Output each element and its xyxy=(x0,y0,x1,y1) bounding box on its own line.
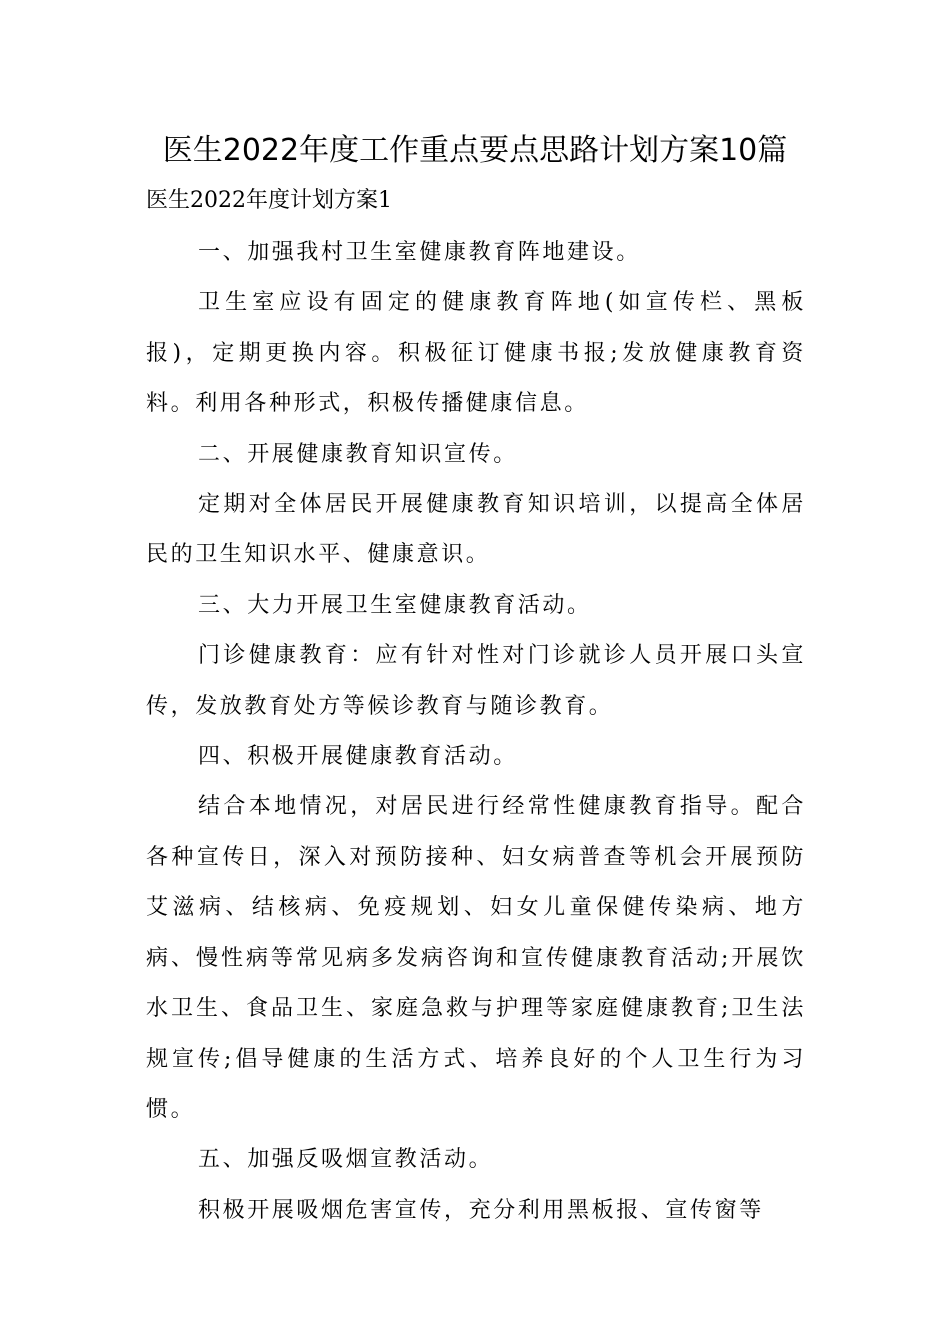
document-body xyxy=(146,228,806,1236)
paragraph: 积极开展吸烟危害宣传，充分利用黑板报、宣传窗等 xyxy=(198,1197,764,1223)
document-title: 医生2022年度工作重点要点思路计划方案10篇 xyxy=(162,133,788,168)
section-heading: 医生2022年度计划方案1 xyxy=(146,188,392,213)
paragraph-heading-1: 一、加强我村卫生室健康教育阵地建设。 xyxy=(198,240,641,265)
paragraph-heading-5: 五、加强反吸烟宣教活动。 xyxy=(198,1147,494,1173)
paragraph-heading-3: 三、大力开展卫生室健康教育活动。 xyxy=(198,592,592,618)
paragraph-heading-2: 二、开展健康教育知识宣传。 xyxy=(198,441,518,467)
paragraph: 门诊健康教育：应有针对性对门诊就诊人员开展口头宣传，发放教育处方等候诊教育与随诊教育。 xyxy=(146,643,806,719)
paragraph: 定期对全体居民开展健康教育知识培训，以提高全体居民的卫生知识水平、健康意识。 xyxy=(146,492,806,568)
paragraph: 结合本地情况，对居民进行经常性健康教育指导。配合各种宣传日，深入对预防接种、妇女病普查等机会开展预防艾滋病、结核病、免疫规划、妇女儿童保健传染病、地方病、慢性病等常见病多发病咨询和宣传健康教育活动;开展饮水卫生、食品卫生、家庭急救与护理等家庭健康教育;卫生法规宣传;倡导健康的生活方式、培养良好的个人卫生行为习惯。 xyxy=(146,794,806,1122)
paragraph: 卫生室应设有固定的健康教育阵地(如宣传栏、黑板报)，定期更换内容。积极征订健康书报;发放健康教育资料。利用各种形式，积极传播健康信息。 xyxy=(146,290,806,417)
paragraph-heading-4: 四、积极开展健康教育活动。 xyxy=(198,744,518,770)
